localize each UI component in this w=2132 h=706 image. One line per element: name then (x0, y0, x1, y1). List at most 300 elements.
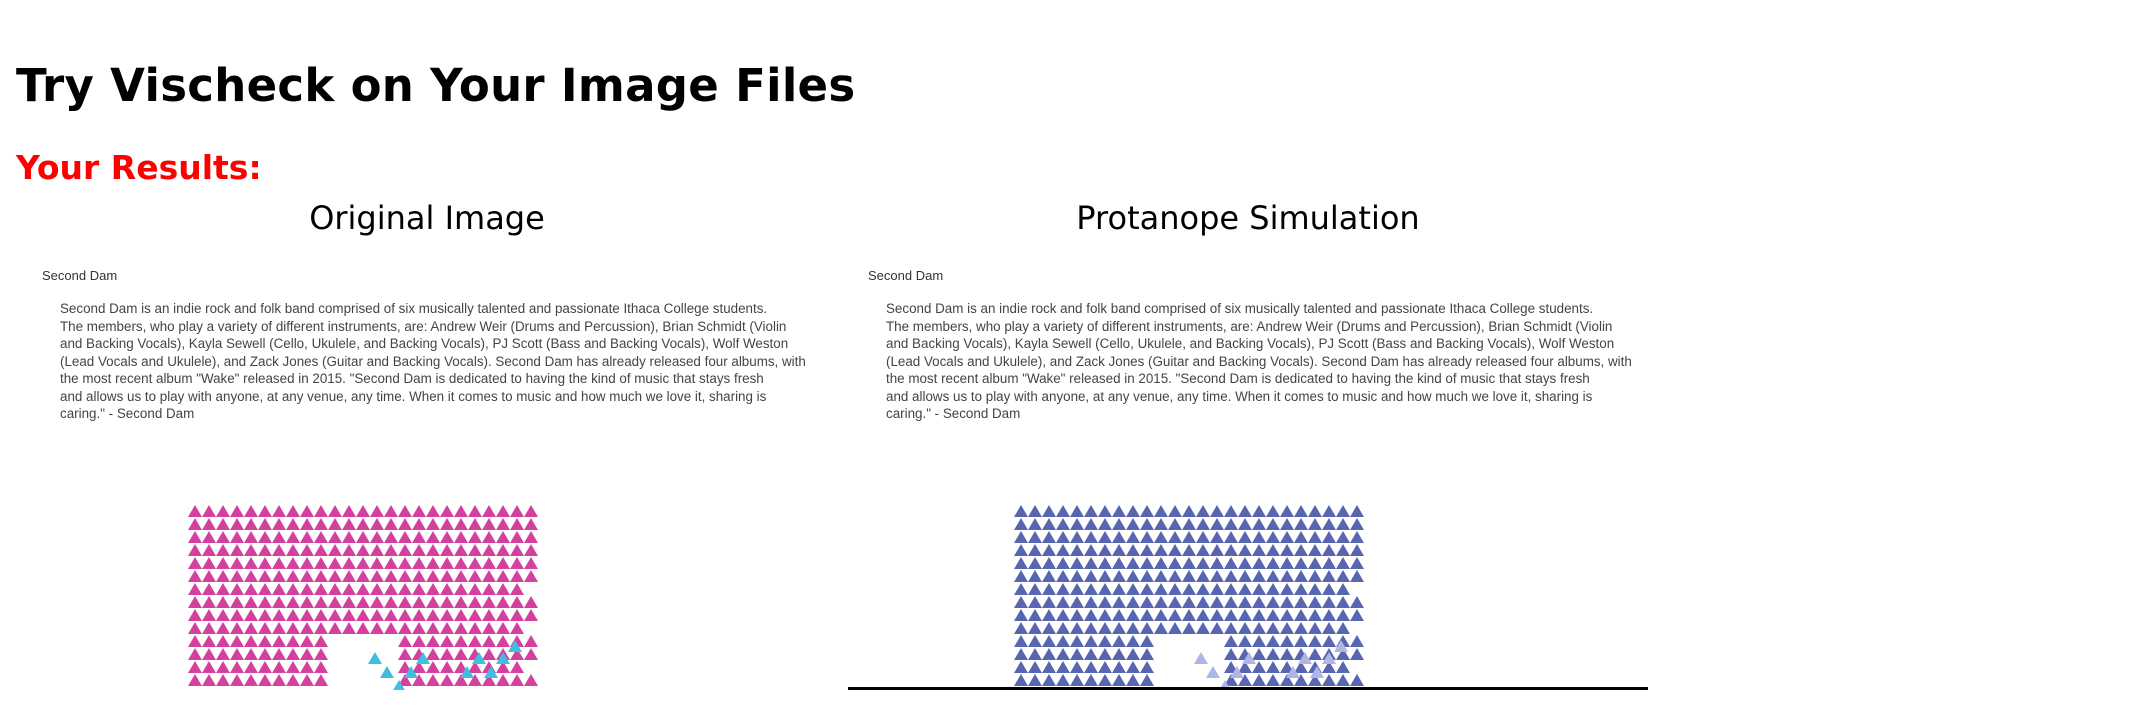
pattern-triangle (1154, 531, 1168, 543)
pattern-triangle (1140, 635, 1154, 647)
pattern-triangle (1266, 518, 1280, 530)
pattern-triangle (1014, 570, 1028, 582)
pattern-triangle (1196, 531, 1210, 543)
pattern-triangle (1252, 609, 1266, 621)
results-label: Your Results: (16, 148, 262, 187)
pattern-triangle (384, 557, 398, 569)
pattern-triangle (1308, 648, 1322, 660)
pattern-triangle (1238, 635, 1252, 647)
pattern-triangle (482, 583, 496, 595)
pattern-triangle (1308, 557, 1322, 569)
pattern-triangle (1028, 518, 1042, 530)
pattern-triangle (1350, 505, 1364, 517)
pattern-triangle (342, 596, 356, 608)
pattern-triangle (1084, 622, 1098, 634)
pattern-triangle (370, 583, 384, 595)
pattern-triangle (314, 570, 328, 582)
pattern-triangle (188, 635, 202, 647)
pattern-triangle (286, 583, 300, 595)
pattern-triangle (1280, 635, 1294, 647)
pattern-triangle (314, 661, 328, 673)
pattern-triangle (230, 609, 244, 621)
pattern-triangle (202, 505, 216, 517)
pattern-triangle (1070, 505, 1084, 517)
pattern-triangle (202, 622, 216, 634)
pattern-triangle (286, 674, 300, 686)
pattern-triangle (1126, 635, 1140, 647)
pattern-triangle (230, 648, 244, 660)
pattern-triangle (1168, 596, 1182, 608)
pattern-triangle (1224, 609, 1238, 621)
pattern-triangle (524, 570, 538, 582)
pattern-triangle (202, 674, 216, 686)
pattern-triangle (1126, 544, 1140, 556)
pattern-triangle (1126, 661, 1140, 673)
pattern-triangle (1112, 648, 1126, 660)
pattern-triangle (1210, 609, 1224, 621)
pattern-triangle (1014, 674, 1028, 686)
pattern-triangle (216, 609, 230, 621)
pattern-triangle (258, 531, 272, 543)
pattern-triangle (1196, 518, 1210, 530)
pattern-triangle (1098, 557, 1112, 569)
pattern-triangle (1098, 505, 1112, 517)
pattern-triangle (370, 531, 384, 543)
pattern-triangle (1266, 635, 1280, 647)
pattern-triangle (1014, 505, 1028, 517)
pattern-triangle (1056, 609, 1070, 621)
pattern-triangle (272, 635, 286, 647)
pattern-triangle (1238, 609, 1252, 621)
pattern-triangle (1168, 622, 1182, 634)
pattern-triangle (188, 583, 202, 595)
pattern-triangle (1224, 570, 1238, 582)
pattern-triangle (1028, 674, 1042, 686)
pattern-triangle (1294, 635, 1308, 647)
pattern-triangle (1126, 622, 1140, 634)
pattern-triangle (1266, 557, 1280, 569)
pattern-triangle (384, 622, 398, 634)
pattern-triangle (244, 531, 258, 543)
pattern-triangle (412, 570, 426, 582)
pattern-triangle (1098, 622, 1112, 634)
pattern-triangle (1028, 609, 1042, 621)
pattern-triangle (1014, 544, 1028, 556)
pattern-triangle (384, 531, 398, 543)
pattern-triangle (258, 518, 272, 530)
pattern-triangle (244, 596, 258, 608)
pattern-triangle (1224, 622, 1238, 634)
pattern-triangle (1182, 505, 1196, 517)
pattern-triangle (1350, 557, 1364, 569)
pattern-triangle (1098, 635, 1112, 647)
pattern-triangle (1112, 505, 1126, 517)
pattern-triangle (1070, 570, 1084, 582)
pattern-triangle (1294, 505, 1308, 517)
pattern-triangle (286, 505, 300, 517)
pattern-triangle (314, 648, 328, 660)
pattern-triangle (398, 544, 412, 556)
pattern-triangle (356, 531, 370, 543)
pattern-triangle (482, 557, 496, 569)
pattern-triangle (468, 531, 482, 543)
pattern-triangle (1308, 544, 1322, 556)
pattern-triangle (216, 596, 230, 608)
pattern-triangle (426, 505, 440, 517)
pattern-triangle (272, 648, 286, 660)
pattern-triangle (1126, 570, 1140, 582)
pattern-triangle (496, 622, 510, 634)
original-image (22, 252, 822, 690)
pattern-triangle (342, 505, 356, 517)
pattern-triangle (1070, 648, 1084, 660)
pattern-triangle (216, 531, 230, 543)
pattern-triangle (496, 635, 510, 647)
pattern-triangle (1028, 661, 1042, 673)
pattern-triangle (1196, 544, 1210, 556)
pattern-triangle (230, 544, 244, 556)
pattern-triangle (1042, 648, 1056, 660)
pattern-triangle (356, 518, 370, 530)
pattern-triangle (1280, 518, 1294, 530)
pattern-triangle (1322, 596, 1336, 608)
pattern-triangle (454, 531, 468, 543)
pattern-triangle (1084, 609, 1098, 621)
pattern-triangle (244, 622, 258, 634)
pattern-triangle (216, 570, 230, 582)
pattern-triangle (1140, 648, 1154, 660)
pattern-triangle (216, 635, 230, 647)
pattern-triangle (1336, 531, 1350, 543)
pattern-triangle (1028, 635, 1042, 647)
pattern-triangle (1322, 518, 1336, 530)
pattern-triangle (1336, 622, 1350, 634)
pattern-triangle (1154, 505, 1168, 517)
pattern-triangle (342, 544, 356, 556)
pattern-triangle (440, 648, 454, 660)
pattern-triangle (202, 596, 216, 608)
pattern-triangle (202, 609, 216, 621)
pattern-triangle (1182, 596, 1196, 608)
pattern-triangle (412, 544, 426, 556)
pattern-triangle (230, 635, 244, 647)
pattern-triangle (1182, 570, 1196, 582)
pattern-triangle (524, 609, 538, 621)
pattern-triangle (1042, 596, 1056, 608)
pattern-triangle (1224, 531, 1238, 543)
pattern-triangle (1308, 505, 1322, 517)
pattern-triangle (1308, 570, 1322, 582)
pattern-triangle (1266, 648, 1280, 660)
pattern-triangle (258, 544, 272, 556)
pattern-triangle (342, 583, 356, 595)
pattern-triangle (1280, 622, 1294, 634)
pattern-triangle (1238, 622, 1252, 634)
pattern-triangle (1028, 505, 1042, 517)
pattern-triangle (440, 583, 454, 595)
pattern-triangle (1224, 635, 1238, 647)
pattern-accent-triangle (380, 666, 394, 678)
pattern-triangle (1140, 609, 1154, 621)
pattern-triangle (524, 505, 538, 517)
pattern-triangle (1154, 583, 1168, 595)
pattern-accent-triangle (1206, 666, 1220, 678)
pattern-triangle (482, 544, 496, 556)
pattern-triangle (1350, 544, 1364, 556)
pattern-triangle (524, 674, 538, 686)
pattern-triangle (440, 505, 454, 517)
pattern-triangle (1308, 596, 1322, 608)
pattern-triangle (272, 505, 286, 517)
pattern-triangle (482, 635, 496, 647)
pattern-triangle (216, 544, 230, 556)
pattern-triangle (426, 635, 440, 647)
pattern-triangle (1224, 544, 1238, 556)
pattern-triangle (496, 531, 510, 543)
pattern-triangle (244, 661, 258, 673)
pattern-triangle (286, 661, 300, 673)
pattern-triangle (1084, 570, 1098, 582)
pattern-triangle (1014, 622, 1028, 634)
pattern-triangle (286, 648, 300, 660)
pattern-triangle (342, 518, 356, 530)
pattern-triangle (524, 544, 538, 556)
pattern-triangle (1350, 648, 1364, 660)
pattern-triangle (1308, 583, 1322, 595)
pattern-triangle (1196, 622, 1210, 634)
pattern-triangle (1210, 505, 1224, 517)
pattern-triangle (1182, 557, 1196, 569)
pattern-triangle (300, 518, 314, 530)
pattern-triangle (412, 635, 426, 647)
pattern-triangle (1238, 570, 1252, 582)
pattern-triangle (1294, 583, 1308, 595)
pattern-triangle (1210, 596, 1224, 608)
pattern-triangle (1224, 505, 1238, 517)
pattern-triangle (384, 583, 398, 595)
pattern-triangle (1266, 544, 1280, 556)
pattern-triangle (1238, 518, 1252, 530)
pattern-triangle (1056, 505, 1070, 517)
pattern-triangle (1084, 505, 1098, 517)
pattern-triangle (482, 531, 496, 543)
pattern-triangle (440, 531, 454, 543)
pattern-triangle (1322, 622, 1336, 634)
pattern-triangle (216, 661, 230, 673)
pattern-triangle (286, 596, 300, 608)
pattern-triangle (314, 531, 328, 543)
pattern-triangle (1350, 596, 1364, 608)
pattern-triangle (1210, 570, 1224, 582)
pattern-triangle (244, 544, 258, 556)
pattern-triangle (1056, 570, 1070, 582)
pattern-triangle (1028, 648, 1042, 660)
pattern-triangle (300, 609, 314, 621)
pattern-triangle (524, 531, 538, 543)
pattern-triangle (1350, 635, 1364, 647)
pattern-triangle (1042, 622, 1056, 634)
pattern-triangle (1042, 635, 1056, 647)
pattern-triangle (1028, 544, 1042, 556)
pattern-triangle (510, 596, 524, 608)
pattern-triangle (1308, 518, 1322, 530)
pattern-triangle (1070, 661, 1084, 673)
pattern-triangle (328, 518, 342, 530)
pattern-triangle (496, 505, 510, 517)
pattern-triangle (482, 570, 496, 582)
pattern-triangle (188, 674, 202, 686)
pattern-triangle (1112, 622, 1126, 634)
pattern-triangle (202, 518, 216, 530)
pattern-triangle (1084, 661, 1098, 673)
pattern-triangle (426, 570, 440, 582)
pattern-triangle (300, 661, 314, 673)
pattern-triangle (384, 518, 398, 530)
pattern-triangle (1252, 505, 1266, 517)
pattern-triangle (454, 557, 468, 569)
pattern-triangle (1336, 661, 1350, 673)
pattern-triangle (524, 635, 538, 647)
pattern-triangle (314, 622, 328, 634)
pattern-triangle (440, 609, 454, 621)
pattern-triangle (216, 622, 230, 634)
pattern-triangle (1042, 661, 1056, 673)
pattern-triangle (384, 544, 398, 556)
pattern-triangle (286, 544, 300, 556)
pattern-triangle (328, 596, 342, 608)
pattern-triangle (440, 674, 454, 686)
pattern-triangle (1280, 596, 1294, 608)
pattern-triangle (454, 622, 468, 634)
pattern-triangle (1112, 531, 1126, 543)
pattern-triangle (272, 583, 286, 595)
pattern-triangle (412, 518, 426, 530)
pattern-triangle (1350, 570, 1364, 582)
pattern-triangle (1168, 583, 1182, 595)
pattern-triangle (1140, 661, 1154, 673)
pattern-triangle (398, 635, 412, 647)
pattern-triangle (1140, 557, 1154, 569)
pattern-triangle (1224, 557, 1238, 569)
pattern-triangle (1084, 531, 1098, 543)
pattern-triangle (1168, 518, 1182, 530)
pattern-triangle (258, 622, 272, 634)
pattern-triangle (1182, 544, 1196, 556)
pattern-triangle (258, 596, 272, 608)
pattern-triangle (1098, 544, 1112, 556)
pattern-triangle (342, 531, 356, 543)
pattern-triangle (426, 596, 440, 608)
pattern-triangle (496, 609, 510, 621)
pattern-triangle (342, 609, 356, 621)
pattern-triangle (412, 622, 426, 634)
pattern-triangle (1154, 609, 1168, 621)
pattern-triangle (230, 674, 244, 686)
pattern-triangle (1042, 583, 1056, 595)
pattern-triangle (356, 596, 370, 608)
pattern-triangle (1322, 609, 1336, 621)
pattern-triangle (1112, 557, 1126, 569)
pattern-triangle (398, 622, 412, 634)
pattern-triangle (1252, 648, 1266, 660)
pattern-triangle (1168, 544, 1182, 556)
pattern-triangle (1112, 596, 1126, 608)
pattern-triangle (1084, 596, 1098, 608)
pattern-triangle (1308, 609, 1322, 621)
pattern-triangle (440, 661, 454, 673)
pattern-triangle (454, 505, 468, 517)
pattern-triangle (300, 674, 314, 686)
pattern-triangle (1294, 518, 1308, 530)
pattern-triangle (1112, 674, 1126, 686)
pattern-triangle (314, 544, 328, 556)
pattern-triangle (1238, 505, 1252, 517)
pattern-triangle (1182, 622, 1196, 634)
pattern-triangle (398, 557, 412, 569)
pattern-triangle (1014, 635, 1028, 647)
pattern-triangle (510, 531, 524, 543)
pattern-triangle (230, 583, 244, 595)
pattern-triangle (258, 557, 272, 569)
pattern-triangle (1084, 674, 1098, 686)
pattern-triangle (1252, 596, 1266, 608)
pattern-triangle (384, 596, 398, 608)
pattern-triangle (1196, 557, 1210, 569)
pattern-triangle (1014, 557, 1028, 569)
pattern-triangle (188, 557, 202, 569)
pattern-triangle (314, 596, 328, 608)
pattern-triangle (230, 531, 244, 543)
pattern-triangle (426, 648, 440, 660)
pattern-triangle (1336, 557, 1350, 569)
protanope-simulated-image (848, 252, 1648, 690)
pattern-triangle (1266, 505, 1280, 517)
page-heading: Try Vischeck on Your Image Files (16, 59, 856, 112)
pattern-triangle (1168, 609, 1182, 621)
pattern-triangle (370, 544, 384, 556)
pattern-triangle (1028, 531, 1042, 543)
pattern-triangle (482, 622, 496, 634)
image-band-title: Second Dam (42, 268, 118, 283)
pattern-triangle (300, 622, 314, 634)
pattern-triangle (300, 557, 314, 569)
pattern-triangle (1224, 518, 1238, 530)
pattern-triangle (1028, 557, 1042, 569)
pattern-triangle (1154, 570, 1168, 582)
pattern-triangle (1280, 648, 1294, 660)
pattern-triangle (244, 518, 258, 530)
pattern-triangle (1350, 609, 1364, 621)
pattern-triangle (524, 518, 538, 530)
pattern-triangle (1098, 609, 1112, 621)
pattern-triangle (1070, 557, 1084, 569)
pattern-triangle (524, 648, 538, 660)
pattern-triangle (1140, 544, 1154, 556)
pattern-triangle (1014, 518, 1028, 530)
pattern-triangle (384, 609, 398, 621)
pattern-triangle (1210, 531, 1224, 543)
pattern-triangle (1266, 570, 1280, 582)
pattern-triangle (1056, 544, 1070, 556)
pattern-triangle (1196, 583, 1210, 595)
pattern-triangle (258, 609, 272, 621)
pattern-triangle (1070, 609, 1084, 621)
pattern-triangle (1056, 648, 1070, 660)
pattern-triangle (454, 544, 468, 556)
pattern-triangle (314, 557, 328, 569)
pattern-triangle (230, 661, 244, 673)
pattern-triangle (496, 596, 510, 608)
